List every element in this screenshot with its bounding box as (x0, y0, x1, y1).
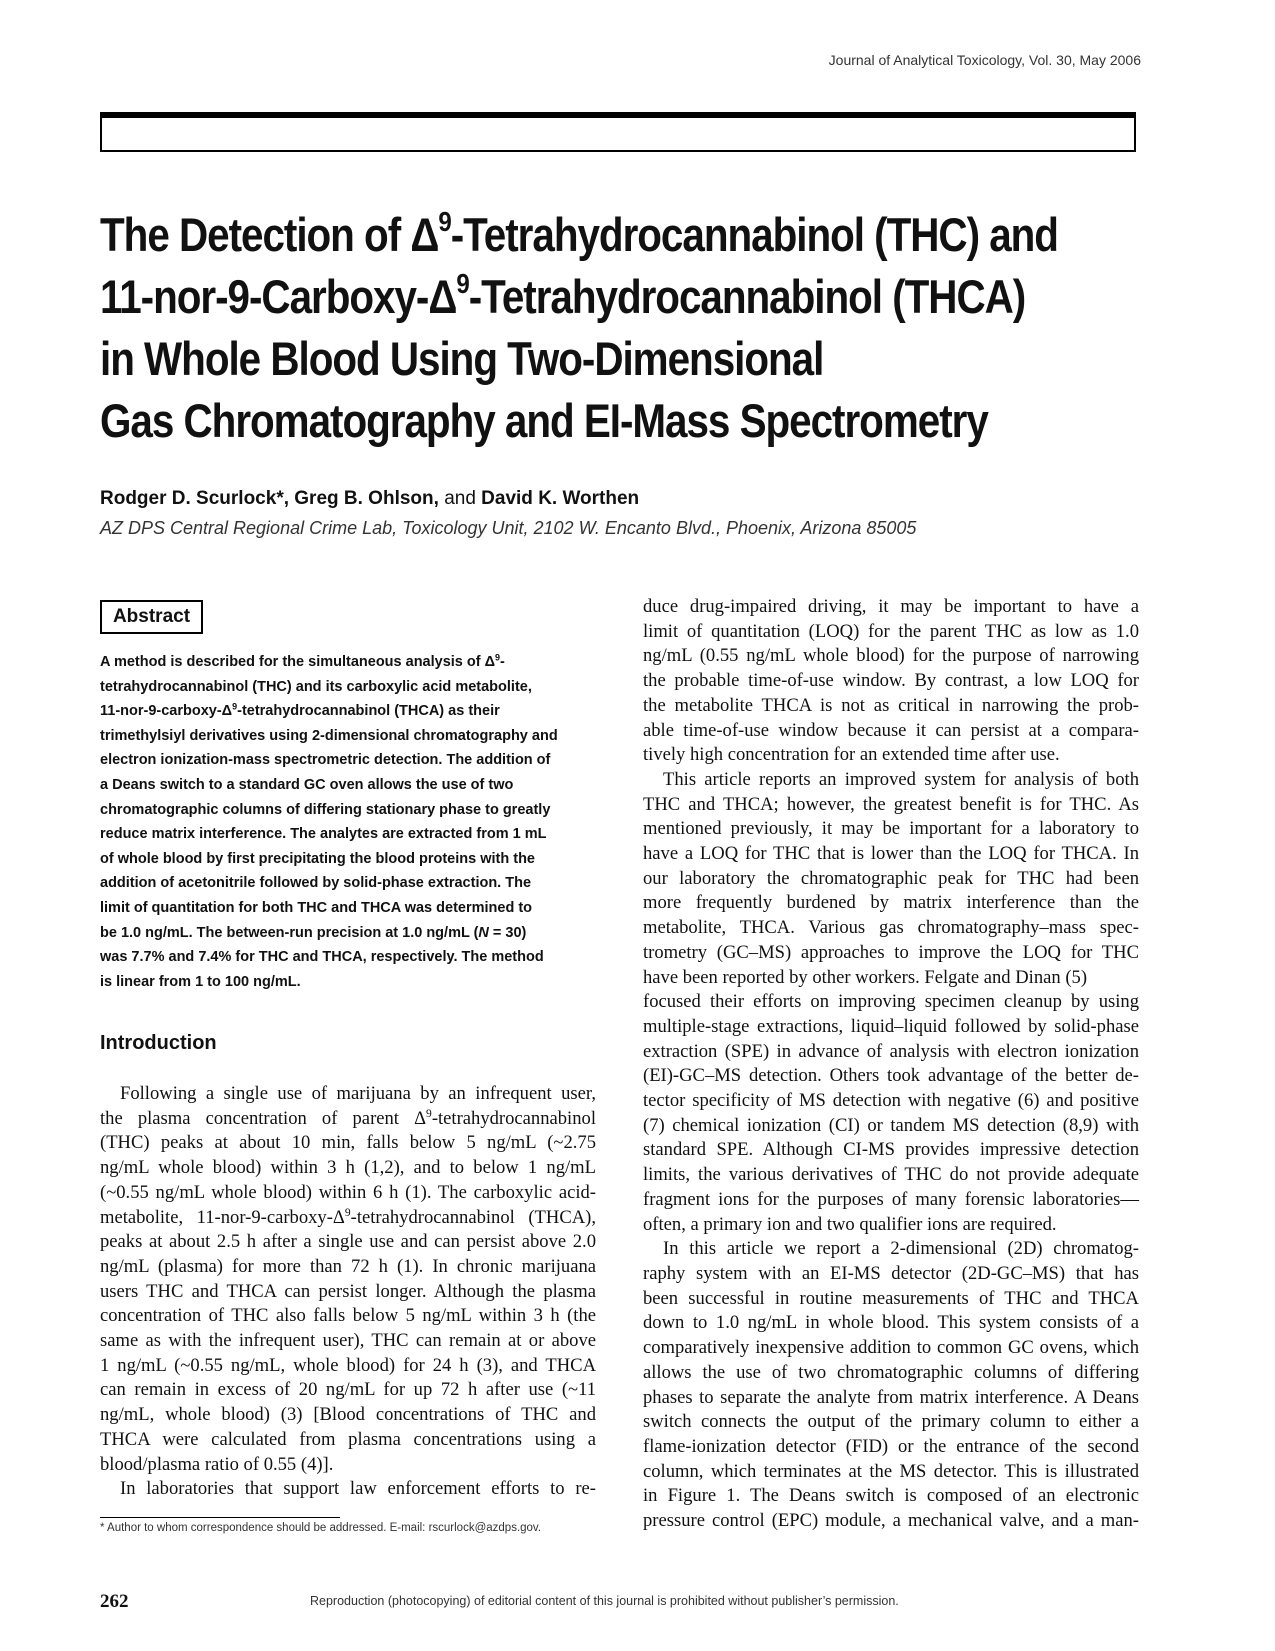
footnote-rule (100, 1517, 340, 1518)
author-2: Greg B. Ohlson, (294, 488, 439, 509)
author-3: David K. Worthen (481, 488, 640, 509)
introduction-text: Following a single use of marijuana by an infrequent user, the plasma concentration of parent $\Delta^9$-tetrahydrocannabinol (THC) peaks at about 10 min, falls below 5 ng/mL (~2.75 ng/mL whole blood) within 3 h (1,2), and to below 1 ng/mL (~0.55 ng/mL whole blood) within 6 h (1). The carboxylic acid- metabolite, $11-nor-9-carboxy-\Delta^9$-tetrahydrocannabinol (THCA), peaks at about 2.5 h after a single use and can persist above 2.0 ng/mL (plasma) for more than 72 h (1). In chronic marijuana users THC and THCA can persist longer. Although the plasma concentration of THC also falls below 5 ng/mL within 3 h (the same as with the infrequent user), THC can remain at or above 1 ng/mL (~0.55 ng/mL, whole blood) for 24 h (3), and THCA can remain in excess of 20 ng/mL for up 72 h after use (~11 ng/mL, whole blood) (3) [Blood concentrations of THC and THCA were calculated from plasma concentrations using a blood/plasma ratio of 0.55 (4)]. In laboratories that support law enforcement efforts to re- (100, 1083, 596, 1500)
correspondence-footnote: * Author to whom correspondence should be addressed. E-mail: rscurlock@azdps.gov. (100, 1522, 542, 1534)
journal-citation: Journal of Analytical Toxicology, Vol. 30, May 2006 (828, 52, 1141, 68)
reproduction-notice: Reproduction (photocopying) of editorial content of this journal is prohibited without publisher’s permission. (310, 1594, 899, 1608)
author-list: Rodger D. Scurlock*, Greg B. Ohlson, and David K. Worthen (100, 488, 640, 509)
author-1: Rodger D. Scurlock*, (100, 488, 289, 509)
abstract-heading: Abstract (100, 600, 203, 634)
affiliation: AZ DPS Central Regional Crime Lab, Toxicology Unit, 2102 W. Encanto Blvd., Phoenix, Arizona 85005 (100, 518, 917, 538)
introduction-heading: Introduction (100, 1032, 217, 1054)
title-line-3: in Whole Blood Using Two-Dimensional (100, 332, 824, 385)
title-line-1: The Detection of $\Delta^9$-Tetrahydrocannabinol (THC) and (100, 206, 1058, 261)
article-title (100, 204, 1058, 452)
header-rule-box (100, 112, 1136, 152)
page-number: 262 (100, 1591, 129, 1612)
right-column-text: duce drug-impaired driving, it may be important to have a limit of quantitation (LOQ) for the parent THC as low as 1.0 ng/mL (0.55 ng/mL whole blood) for the purpose of narrowing the probable time-of-use window. By contrast, a low LOQ for the metabolite THCA is not as critical in narrowing the prob- able time-of-use window because it can persist at a compara- tively high concentration for an extended time after use. This article reports an improved system for analysis of both THC and THCA; however, the greatest benefit is for THC. As mentioned previously, it may be important for a laboratory to have a LOQ for THC that is lower than the LOQ for THCA. In our laboratory the chromatographic peak for THC had been more frequently burdened by matrix interference than the metabolite, THCA. Various gas chromatography–mass spec- trometry (GC–MS) approaches to improve the LOQ for THC have been reported by other workers. Felgate and Dinan (5) focused their efforts on improving specimen cleanup by using multiple-stage extractions, liquid–liquid followed by solid-phase extraction (SPE) in advance of analysis with electron ionization (EI)-GC–MS detection. Others took advantage of the better de- tector specificity of MS detection with negative (6) and positive (7) chemical ionization (CI) or tandem MS detection (8,9) with standard SPE. Although CI-MS provides impressive detection limits, the various derivatives of THC do not provide adequate fragment ions for the purposes of many forensic laboratories— often, a primary ion and two qualifier ions are required. In this article we report a 2-dimensional (2D) chromatog- raphy system with an EI-MS detector (2D-GC–MS) that has been successful in routine measurements of THC and THCA down to 1.0 ng/mL in whole blood. This system consists of a comparatively inexpensive addition to common GC ovens, which allows the use of two chromatographic columns of differing phases to separate the analyte from matrix interference. A Deans switch connects the output of the primary column to either a flame-ionization detector (FID) or the entrance of the second column, which terminates at the MS detector. This is illustrated in Figure 1. The Deans switch is composed of an electronic pressure control (EPC) module, a mechanical valve, and a man- (643, 596, 1139, 1532)
title-line-4: Gas Chromatography and EI-Mass Spectrometry (100, 394, 988, 447)
title-line-2: $11-nor-9-Carboxy-\Delta^9$-Tetrahydrocannabinol (THCA) (100, 268, 1026, 323)
abstract-text: A method is described for the simultaneous analysis of $\Delta^9-$ tetrahydrocannabinol (THC) and its carboxylic acid metabolite, $11-nor-9-carboxy-\Delta^9$-tetrahydrocannabinol (THCA) as their trimethylsiyl derivatives using 2-dimensional chromatography and electron ionization-mass spectrometric detection. The addition of a Deans switch to a standard GC oven allows the use of two chromatographic columns of differing stationary phase to greatly reduce matrix interference. The analytes are extracted from 1 mL of whole blood by first precipitating the blood proteins with the addition of acetonitrile followed by solid-phase extraction. The limit of quantitation for both THC and THCA was determined to be 1.0 ng/mL. The between-run precision at 1.0 ng/mL (N = 30) was 7.7% and 7.4% for THC and THCA, respectively. The method is linear from 1 to 100 ng/mL. (100, 652, 558, 990)
